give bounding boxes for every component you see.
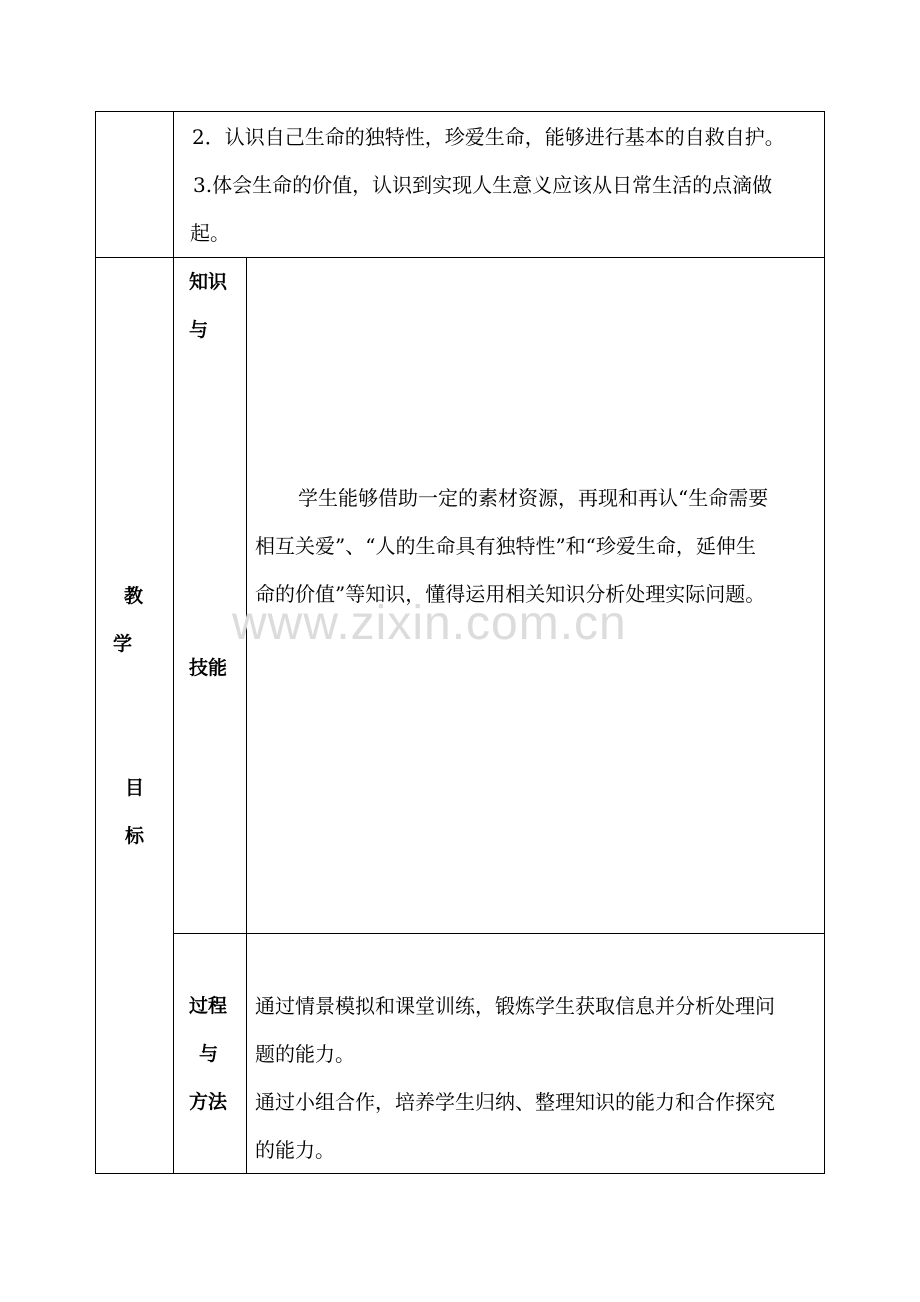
teaching-label-char-2: 学 [113,633,133,655]
process-label-part1: 过程 [189,995,228,1017]
goal-line-3-cont: 起。 [190,221,230,245]
process-label-part3: 方法 [189,1091,228,1113]
knowledge-text-line-2: 相互关爱”、“人的生命具有独特性”和“珍爱生命，延伸生 [255,534,756,558]
table-left-border [95,111,96,1174]
process-text-line-3: 通过小组合作，培养学生归纳、整理知识的能力和合作探究 [255,1090,775,1114]
knowledge-label-part3: 技能 [189,657,228,679]
column-divider-1 [173,111,174,1174]
goal-line-2: 2．认识自己生命的独特性，珍爱生命，能够进行基本的自救自护。 [192,125,785,149]
knowledge-label-part1: 知识 [189,271,228,293]
table-top-border [95,111,825,112]
row-divider-2 [173,933,825,934]
watermark: www.zixin.com.cn [232,597,627,650]
goal-line-3: 3.体会生命的价值，认识到实现人生意义应该从日常生活的点滴做 [193,173,773,197]
knowledge-text-line-1: 学生能够借助一定的素材资源，再现和再认“生命需要 [298,486,769,510]
knowledge-label-part2: 与 [189,319,209,341]
table-right-border [824,111,825,1174]
process-label-part2: 与 [199,1043,219,1065]
process-text-line-2: 题的能力。 [255,1042,355,1066]
objective-label-char-2: 标 [125,825,145,847]
process-text-line-1: 通过情景模拟和课堂训练，锻炼学生获取信息并分析处理问 [255,994,775,1018]
table-bottom-border [95,1173,825,1174]
objective-label-char-1: 目 [125,777,145,799]
teaching-label-char-1: 教 [124,585,144,607]
column-divider-2 [246,257,247,1174]
process-text-line-4: 的能力。 [255,1138,335,1162]
knowledge-text-line-3: 命的价值”等知识，懂得运用相关知识分析处理实际问题。 [255,582,766,606]
